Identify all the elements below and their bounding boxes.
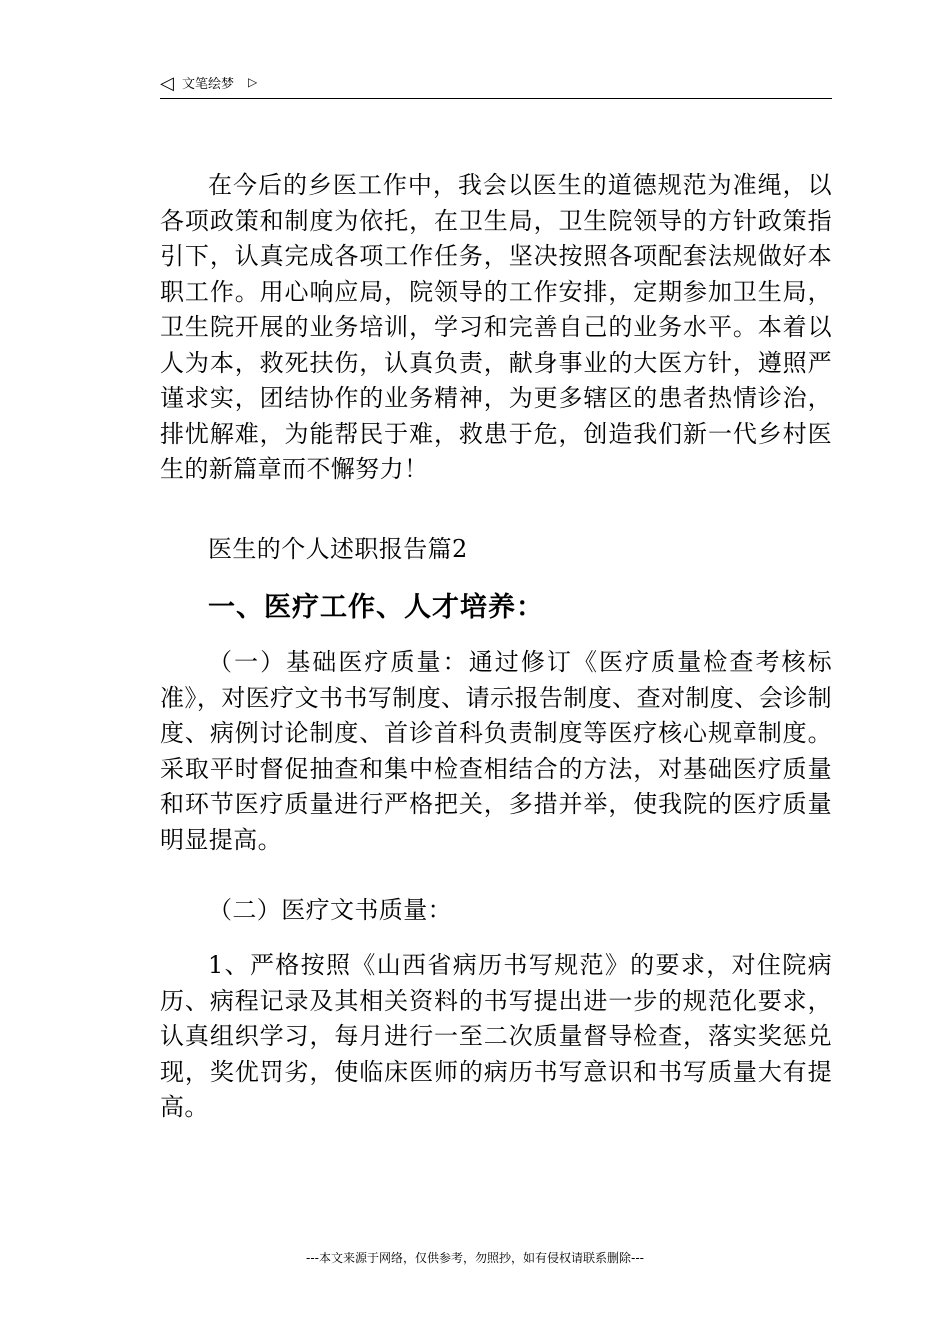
triangle-left-icon: ◁ <box>160 73 174 94</box>
page-footer: ---本文来源于网络，仅供参考，勿照抄，如有侵权请联系删除--- <box>306 1251 644 1265</box>
paragraph-document-quality-heading: （二）医疗文书质量： <box>208 896 452 924</box>
section-subtitle: 医生的个人述职报告篇2 <box>208 535 468 563</box>
paragraph-closing: 在今后的乡医工作中，我会以医生的道德规范为准绳，以各项政策和制度为依托，在卫生局，卫生院领导的方针政策指引下，认真完成各项工作任务，坚决按照各项配套法规做好本职工作。用心响应局，院领导的工作安排，定期参加卫生局，卫生院开展的业务培训，学习和完善自己的业务水平。本着以人为本，救死扶伤，认真负责，献身事业的大医方针，遵照严谨求实，团结协作的业务精神，为更多辖区的患者热情诊治，排忧解难，为能帮民于难，救患于危，创造我们新一代乡村医生的新篇章而不懈努力！ <box>160 171 832 483</box>
triangle-right-icon: ▷ <box>248 75 258 89</box>
page-header <box>160 74 832 99</box>
header-title: 文笔绘梦 <box>182 77 235 92</box>
paragraph-medical-records: 1、严格按照《山西省病历书写规范》的要求，对住院病历、病程记录及其相关资料的书写提出进一步的规范化要求，认真组织学习，每月进行一至二次质量督导检查，落实奖惩兑现，奖优罚劣，使临床医师的病历书写意识和书写质量大有提高。 <box>160 951 832 1121</box>
paragraph-basic-quality: （一）基础医疗质量：通过修订《医疗质量检查考核标准》，对医疗文书书写制度、请示报告制度、查对制度、会诊制度、病例讨论制度、首诊首科负责制度等医疗核心规章制度。采取平时督促抽查和集中检查相结合的方法，对基础医疗质量和环节医疗质量进行严格把关，多措并举，使我院的医疗质量明显提高。 <box>160 648 832 854</box>
section-heading: 一、医疗工作、人才培养： <box>208 592 544 623</box>
